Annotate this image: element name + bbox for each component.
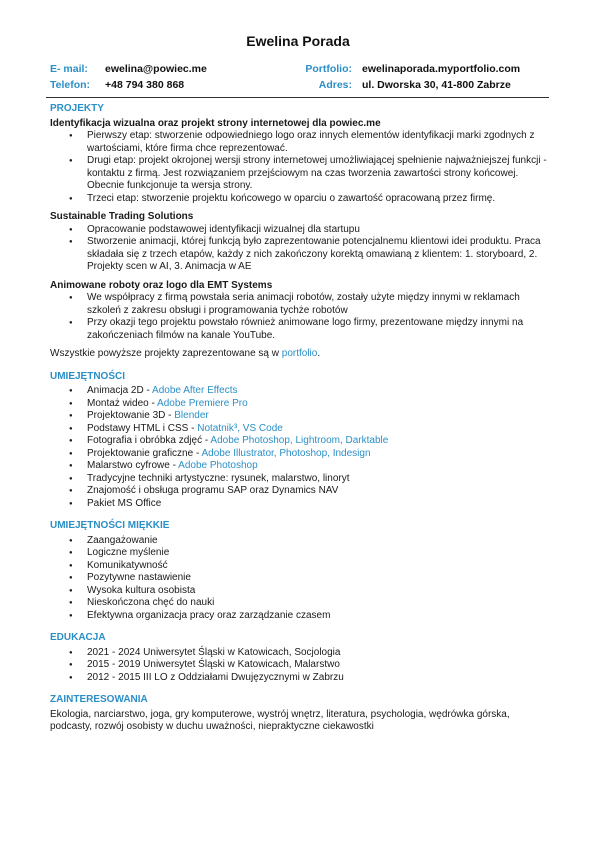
- project-title: Sustainable Trading Solutions: [50, 211, 194, 222]
- skill-item: ● Animacja 2D - Adobe After Effects: [87, 385, 550, 398]
- skill-tool: Adobe Illustrator, Photoshop, Indesign: [201, 447, 371, 459]
- skill-item: ● Montaż wideo - Adobe Premiere Pro: [87, 398, 550, 411]
- list-item: ● Stworzenie animacji, której funkcją było zaprezentowanie potencjalnemu klientowi idei produktu. Praca składała się z trzech etapów, każdy z nich zakończony korektą omawianą z klientem: 1. storyboard, 2. Projekty scen w AI, 3. Animacja w AE: [87, 236, 550, 274]
- contact-left: [50, 61, 207, 93]
- education-item: ● 2012 - 2015 III LO z Oddziałami Dwujęzycznymi w Zabrzu: [87, 672, 550, 685]
- soft-skill-item: ● Wysoka kultura osobista: [87, 585, 550, 598]
- address-label: Adres:: [318, 79, 352, 91]
- education-item: ● 2015 - 2019 Uniwersytet Śląski w Katowicach, Malarstwo: [87, 659, 550, 672]
- portfolio-value[interactable]: ewelinaporada.myportfolio.com: [362, 63, 521, 75]
- project-title: Animowane roboty oraz logo dla EMT Systems: [50, 279, 273, 291]
- skill-item: [87, 498, 550, 511]
- skill-text: Tradycyjne techniki artystyczne: rysunek, malarstwo, linoryt: [87, 472, 350, 484]
- soft-skills-list: [50, 535, 550, 623]
- soft-skill-item: ● Zaangażowanie: [87, 535, 550, 548]
- education-heading: EDUKACJA: [50, 632, 106, 643]
- skill-text: Projektowanie graficzne: [87, 447, 194, 459]
- skill-item: ● Projektowanie 3D - Blender: [87, 410, 550, 423]
- contact-right: [295, 61, 520, 93]
- project-bullets: [50, 292, 550, 342]
- address-value: ul. Dworska 30, 41-800 Zabrze: [362, 79, 511, 91]
- list-item: ● Drugi etap: projekt okrojonej wersji strony internetowej umożliwiającej spełnienie najważniejszej funkcji - kontaktu z firmą. Jest rozwiązaniem przejściowym na czas tworzenia zawartości strony końcowej. Obecnie funkcjonuje ta wersja strony.: [87, 155, 550, 193]
- education-item: ● 2021 - 2024 Uniwersytet Śląski w Katowicach, Socjologia: [87, 647, 550, 660]
- skill-text: Podstawy HTML i CSS: [87, 422, 189, 434]
- interests-heading: ZAINTERESOWANIA: [50, 694, 148, 705]
- skill-item: ● Podstawy HTML i CSS - Notatnik³, VS Code: [87, 423, 550, 436]
- summary-text: Wszystkie powyższe projekty zaprezentowane są w: [50, 348, 282, 359]
- skill-item: [87, 473, 550, 486]
- email-value[interactable]: ewelina@powiec.me: [105, 63, 207, 75]
- list-item: ● Trzeci etap: stworzenie projektu końcowego w oparciu o zawartość opracowaną przez firmę.: [87, 193, 550, 206]
- list-item: ● Opracowanie podstawowej identyfikacji wizualnej dla startupu: [87, 224, 550, 237]
- phone-value[interactable]: +48 794 380 868: [105, 79, 185, 91]
- skill-text: Znajomość i obsługa programu SAP oraz Dynamics NAV: [87, 485, 339, 496]
- skills-list: [50, 385, 550, 510]
- projects-heading: PROJEKTY: [50, 103, 104, 114]
- skill-tool: Adobe Premiere Pro: [157, 397, 248, 409]
- skill-text: Montaż wideo: [87, 397, 149, 409]
- list-item: ● Pierwszy etap: stworzenie odpowiedniego logo oraz innych elementów identyfikacji marki zgodnych z wartościami, które firma chce reprezentować.: [87, 130, 550, 155]
- project-bullets: [50, 224, 550, 274]
- header-divider: [46, 97, 549, 98]
- portfolio-label: Portfolio:: [305, 63, 352, 75]
- skill-item: ● Projektowanie graficzne - Adobe Illustrator, Photoshop, Indesign: [87, 448, 550, 461]
- skill-text: Fotografia i obróbka zdjęć: [87, 435, 203, 446]
- soft-skill-item: ● Komunikatywność: [87, 560, 550, 573]
- phone-label: Telefon:: [50, 79, 91, 91]
- skill-text: Animacja 2D: [87, 385, 144, 396]
- soft-skill-item: ● Pozytywne nastawienie: [87, 572, 550, 585]
- skill-text: Pakiet MS Office: [87, 497, 162, 509]
- summary-end: .: [317, 348, 321, 359]
- skill-text: Malarstwo cyfrowe: [87, 460, 170, 471]
- skills-heading: UMIEJĘTNOŚCI: [50, 370, 126, 382]
- skill-item: ● Fotografia i obróbka zdjęć - Adobe Photoshop, Lightroom, Darktable: [87, 435, 550, 448]
- soft-skill-item: ● Efektywna organizacja pracy oraz zarządzanie czasem: [87, 610, 550, 623]
- soft-skills-heading: UMIEJĘTNOŚCI MIĘKKIE: [50, 520, 170, 531]
- project-bullets: [50, 130, 550, 205]
- skill-tool: Notatnik³, VS Code: [197, 422, 283, 434]
- skill-text: Projektowanie 3D: [87, 410, 166, 421]
- skill-tool: Adobe Photoshop, Lightroom, Darktable: [210, 435, 389, 446]
- project-title: Identyfikacja wizualna oraz projekt strony internetowej dla powiec.me: [50, 117, 381, 129]
- education-list: [50, 647, 550, 685]
- skill-tool: Adobe After Effects: [152, 385, 238, 396]
- portfolio-link[interactable]: portfolio: [281, 348, 318, 359]
- skill-tool: Blender: [174, 410, 209, 421]
- cv-content: [50, 103, 550, 734]
- soft-skill-item: ● Logiczne myślenie: [87, 547, 550, 560]
- interests-text: Ekologia, narciarstwo, joga, gry komputerowe, wystrój wnętrz, literatura, psychologia, wędrówka górska, podcasty, rozwój osobisty w duchu uważności, niepraktyczne ciekawostki: [50, 708, 510, 732]
- skill-item: [87, 485, 550, 498]
- list-item: ● We współpracy z firmą powstała seria animacji robotów, zostały użyte między innymi w reklamach szkoleń z zakresu obsługi i programowania tychże robotów: [87, 292, 550, 317]
- skill-item: ● Malarstwo cyfrowe - Adobe Photoshop: [87, 460, 550, 473]
- skill-tool: Adobe Photoshop: [178, 460, 258, 471]
- projects-summary: [50, 348, 550, 361]
- list-item: ● Przy okazji tego projektu powstało również animowane logo firmy, prezentowane między innymi na zakończeniach filmów na kanale YouTube.: [87, 317, 550, 342]
- soft-skill-item: ● Nieskończona chęć do nauki: [87, 597, 550, 610]
- email-label: E- mail:: [50, 63, 88, 75]
- candidate-name: Ewelina Porada: [246, 33, 350, 49]
